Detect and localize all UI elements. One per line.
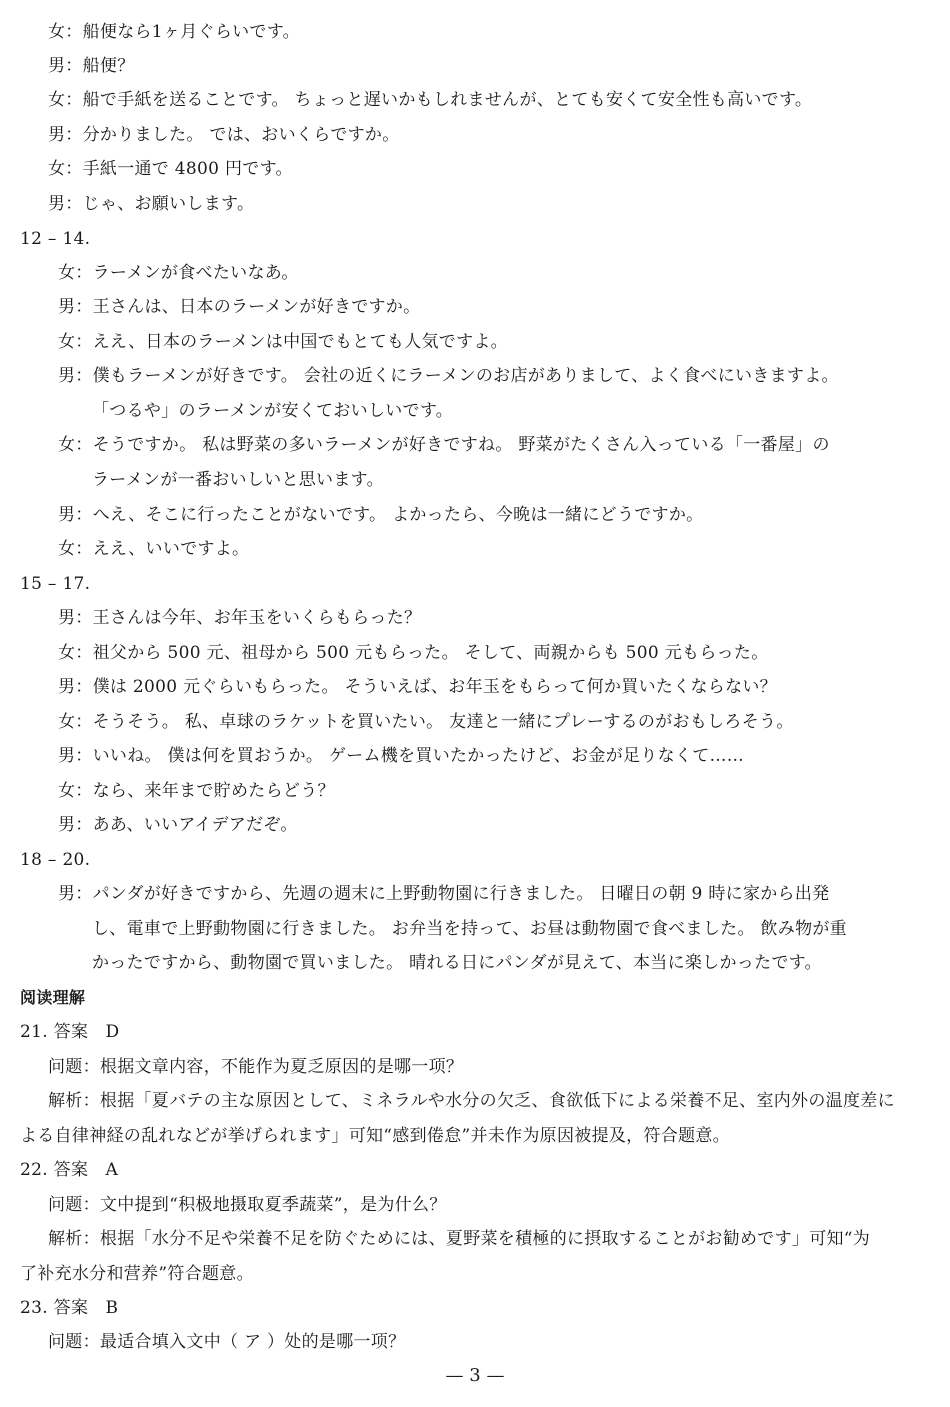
section-heading: 阅读理解 [20, 988, 86, 1007]
dialogue-line: 女：ええ、いいですよ。 [58, 539, 250, 559]
question-text: 问题：根据文章内容，不能作为夏乏原因的是哪一项？ [48, 1057, 464, 1077]
question-range-heading: 12 – 14. [20, 229, 91, 249]
analysis-text-continued: 了补充水分和营养”符合题意。 [20, 1264, 254, 1284]
answer-heading: 22. 答案 A [20, 1160, 119, 1180]
page-number: — 3 — [445, 1365, 505, 1386]
analysis-text: 解析：根据「夏バテの主な原因として、ミネラルや水分の欠乏、食欲低下による栄養不足、室内外の温度差に [48, 1091, 895, 1111]
dialogue-line: 女：船便なら1ヶ月ぐらいです。 [48, 22, 300, 42]
dialogue-line-continued: 「つるや」のラーメンが安くておいしいです。 [92, 401, 454, 421]
dialogue-line: 男：僕もラーメンが好きです。 会社の近くにラーメンのお店がありまして、よく食べにいきますよ。 [58, 366, 839, 386]
dialogue-line: 男：いいね。 僕は何を買おうか。 ゲーム機を買いたかったけど、お金が足りなくて…… [58, 746, 745, 766]
dialogue-line: 男：パンダが好きですから、先週の週末に上野動物園に行きました。 日曜日の朝 9 時に家から出発 [58, 884, 830, 904]
dialogue-line: 男：僕は 2000 元ぐらいもらった。 そういえば、お年玉をもらって何か買いたくならない？ [58, 677, 777, 697]
question-range-heading: 18 – 20. [20, 850, 91, 870]
dialogue-line: 女：ええ、日本のラーメンは中国でもとても人気ですよ。 [58, 332, 508, 352]
answer-heading: 23. 答案 B [20, 1298, 119, 1318]
question-text: 问题：最适合填入文中（ ア ）处的是哪一项？ [48, 1332, 406, 1352]
dialogue-line: 女：なら、来年まで貯めたらどう？ [58, 781, 335, 801]
dialogue-line: 男：分かりました。 では、おいくらですか。 [48, 125, 400, 145]
answer-heading: 21. 答案 D [20, 1022, 120, 1042]
dialogue-line: 男：船便？ [48, 56, 135, 76]
dialogue-line: 女：ラーメンが食べたいなあ。 [58, 263, 299, 283]
dialogue-line: 女：祖父から 500 元、祖母から 500 元もらった。 そして、両親からも 500 元もらった。 [58, 643, 769, 663]
dialogue-line: 女：そうそう。 私、卓球のラケットを買いたい。 友達と一緒にプレーするのがおもしろそう。 [58, 712, 794, 732]
dialogue-line: 男：王さんは、日本のラーメンが好きですか。 [58, 297, 421, 317]
dialogue-line: 女：船で手紙を送ることです。 ちょっと遅いかもしれませんが、とても安くて安全性も高いです。 [48, 90, 813, 110]
question-range-heading: 15 – 17. [20, 574, 91, 594]
dialogue-line: 男：へえ、そこに行ったことがないです。 よかったら、今晩は一緒にどうですか。 [58, 505, 704, 525]
dialogue-line: 男：じゃ、お願いします。 [48, 194, 255, 214]
dialogue-line: 男：王さんは今年、お年玉をいくらもらった？ [58, 608, 422, 628]
dialogue-line: 女：手紙一通で 4800 円です。 [48, 159, 293, 179]
dialogue-line: 女：そうですか。 私は野菜の多いラーメンが好きですね。 野菜がたくさん入っている「一番屋」の [58, 435, 830, 455]
dialogue-line-continued: し、電車で上野動物園に行きました。 お弁当を持って、お昼は動物園で食べました。 飲み物が重 [92, 919, 847, 939]
question-text: 问题：文中提到“积极地摄取夏季蔬菜”，是为什么？ [48, 1195, 447, 1215]
analysis-text: 解析：根据「水分不足や栄養不足を防ぐためには、夏野菜を積極的に摂取することがお勧めです」可知“为 [48, 1229, 871, 1249]
dialogue-line-continued: かったですから、動物園で買いました。 晴れる日にパンダが見えて、本当に楽しかったです。 [92, 953, 822, 973]
dialogue-line-continued: ラーメンが一番おいしいと思います。 [92, 470, 384, 490]
dialogue-line: 男：ああ、いいアイデアだぞ。 [58, 815, 298, 835]
analysis-text-continued: よる自律神経の乱れなどが挙げられます」可知“感到倦怠”并未作为原因被提及，符合题意。 [20, 1126, 730, 1146]
